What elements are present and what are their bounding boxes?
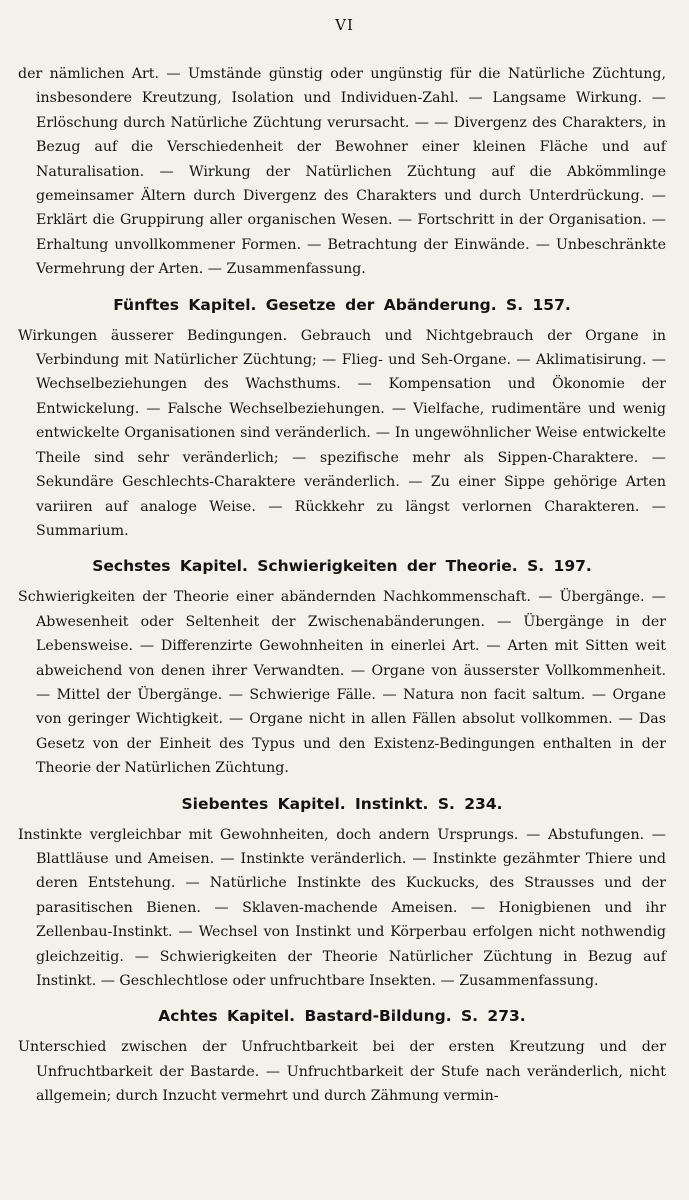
- chapter-summary-8-rest: Unfruchtbarkeit der Bastarde. — Unfruchtbarkeit der Stufe nach veränderlich, nicht allgemein; durch Inzucht vermehrt und durch Zähmung vermin-: [36, 1063, 666, 1105]
- chapter-heading-7: Siebentes Kapitel. Instinkt. S. 234.: [181, 794, 503, 813]
- chapter-heading-5: Fünftes Kapitel. Gesetze der Abänderung. S. 157.: [113, 295, 571, 314]
- chapter-summary-5-rest: Gebrauch und Nichtgebrauch der Organe in Verbindung mit Natürlicher Züchtung; — Flieg- und Seh-Organe. — Aklimatisirung. — Wechselbeziehungen des Wachsthums. — Kompensation und Ökonomie der Entwickelung. — Falsche Wechselbeziehungen. — Vielfache, rudimentäre und wenig entwickelte Organisationen sind veränderlich. — In ungewöhnlicher Weise entwickelte Theile sind sehr veränderlich; — spezifische mehr als Sippen-Charaktere. — Sekundäre Geschlechts-Charaktere veränderlich. — Zu einer Sippe gehörige Arten variiren auf analoge Weise. — Rückkehr zu längst verlornen Charakteren. — Summarium.: [36, 327, 667, 539]
- chapter-summary-7: [18, 823, 666, 994]
- chapter-summary-7-start: Instinkte vergleichbar mit Gewohnheiten, doch andern Ursprungs.: [18, 826, 519, 843]
- table-of-contents: [18, 62, 666, 1109]
- chapter-summary-5: [18, 324, 666, 544]
- page-number: VI: [335, 16, 354, 34]
- chapter-summary-7-rest: — Abstufungen. — Blattläuse und Ameisen. — Instinkte veränderlich. — Instinkte gezähmter Thiere und deren Entstehung. — Natürliche Instinkte des Kuckucks, des Strausses und der parasitischen Bienen. — Sklaven-machende Ameisen. — Honigbienen und ihr Zellenbau-Instinkt. — Wechsel von Instinkt und Körperbau erfolgen nicht nothwendig gleichzeitig. — Schwierigkeiten der Theorie Natürlicher Züchtung in Bezug auf Instinkt. — Geschlechtlose oder unfruchtbare Insekten. — Zusammenfassung.: [36, 826, 666, 989]
- chapter-summary-6: [18, 585, 666, 780]
- chapter-heading-8: Achtes Kapitel. Bastard-Bildung. S. 273.: [158, 1007, 526, 1026]
- chapter-summary-8-start: Unterschied zwischen der Unfruchtbarkeit bei der ersten Kreutzung und der: [18, 1039, 666, 1056]
- chapter-summary-8: [18, 1035, 666, 1108]
- chapter-summary-5-start: Wirkungen äusserer Bedingungen.: [18, 327, 288, 344]
- chapter-summary-6-rest: — Übergänge. — Abwesenheit oder Seltenheit der Zwischenabänderungen. — Übergänge in der Lebensweise. — Differenzirte Gewohnheiten in einerlei Art. — Arten mit Sitten weit abweichend von denen ihrer Verwandten. — Organe von äusserster Vollkommenheit. — Mittel der Übergänge. — Schwierige Fälle. — Natura non facit saltum. — Organe von geringer Wichtigkeit. — Organe nicht in allen Fällen absolut vollkommen. — Das Gesetz von der Einheit des Typus und den Existenz-Bedingungen enthalten in der Theorie der Natürlichen Züchtung.: [36, 589, 666, 777]
- chapter-summary-6-start: Schwierigkeiten der Theorie einer abändernden Nachkommenschaft.: [18, 589, 531, 606]
- chapter-heading-6: Sechstes Kapitel. Schwierigkeiten der Theorie. S. 197.: [92, 557, 592, 576]
- chapter-summary-continued: der nämlichen Art. — Umstände günstig oder ungünstig für die Natürliche Züchtung, insbesondere Kreutzung, Isolation und Individuen-Zahl. — Langsame Wirkung. — Erlöschung durch Natürliche Züchtung verursacht. — — Divergenz des Charakters, in Bezug auf die Verschiedenheit der Bewohner einer kleinen Fläche und auf Naturalisation. — Wirkung der Natürlichen Züchtung auf die Abkömmlinge gemeinsamer Ältern durch Divergenz des Charakters und durch Unterdrückung. — Erklärt die Gruppirung aller organischen Wesen. — Fortschritt in der Organisation. — Erhaltung unvollkommener Formen. — Betrachtung der Einwände. — Unbeschränkte Vermehrung der Arten. — Zusammenfassung.: [18, 66, 666, 278]
